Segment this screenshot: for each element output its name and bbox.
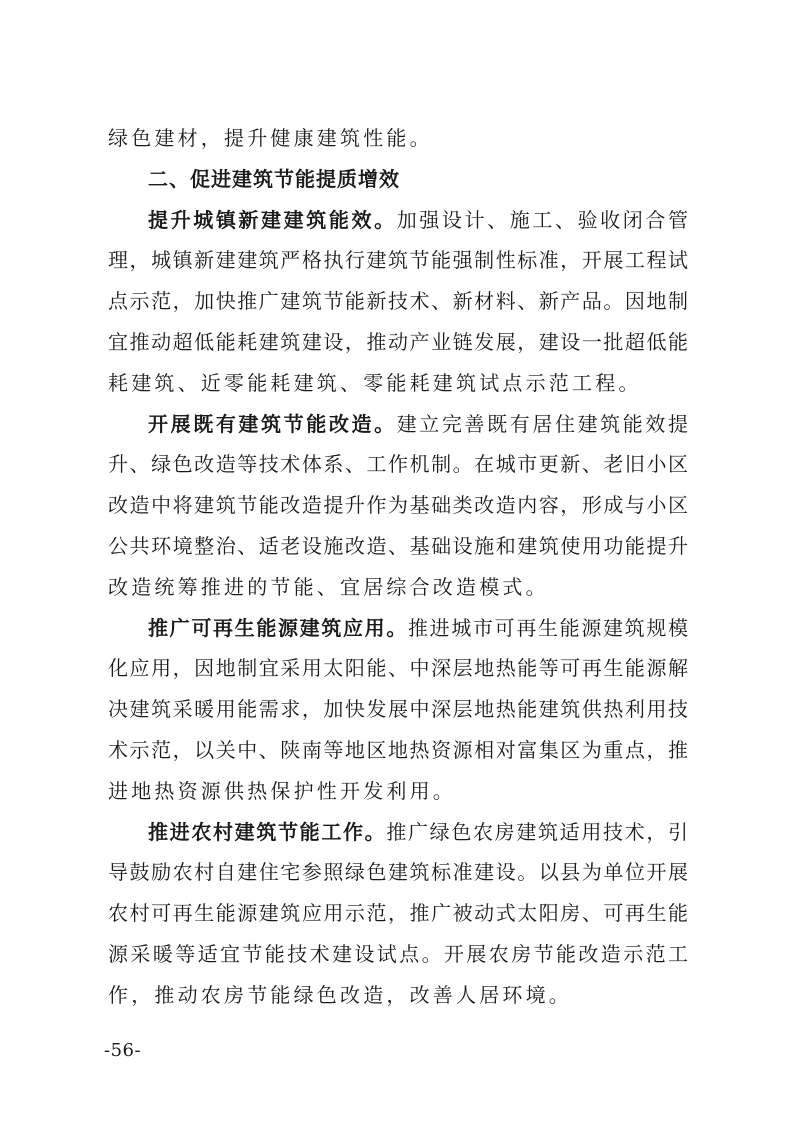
- paragraph-lead: 提升城镇新建建筑能效。: [148, 207, 397, 232]
- text-line: 决建筑采暖用能需求，加快发展中深层地热能建筑供热利用技: [108, 697, 688, 722]
- text-line: 农村可再生能源建筑应用示范，推广被动式太阳房、可再生能: [108, 901, 688, 926]
- paragraph-first-line: [108, 404, 688, 445]
- paragraph-first-line: [108, 812, 688, 853]
- text-line: 宜推动超低能耗建筑建设，推动产业链发展，建设一批超低能: [108, 329, 688, 354]
- text-line: 理，城镇新建建筑严格执行建筑节能强制性标准，开展工程试: [108, 248, 688, 273]
- text-line: 耗建筑、近零能耗建筑、零能耗建筑试点示范工程。: [108, 370, 642, 395]
- text-line: 化应用，因地制宜采用太阳能、中深层地热能等可再生能源解: [108, 656, 688, 681]
- text-line: 源采暖等适宜节能技术建设试点。开展农房节能改造示范工: [108, 941, 688, 966]
- text-line: 改造统筹推进的节能、宜居综合改造模式。: [108, 574, 549, 599]
- section-heading: 二、促进建筑节能提质增效: [148, 166, 400, 191]
- text-line: 改造中将建筑节能改造提升作为基础类改造内容，形成与小区: [108, 493, 688, 518]
- page-number: -56-: [104, 1040, 142, 1061]
- paragraph-lead: 推广可再生能源建筑应用。: [148, 615, 408, 640]
- text-line: 绿色建材，提升健康建筑性能。: [108, 126, 433, 150]
- paragraph-first-line: [108, 608, 688, 649]
- text-line: 升、绿色改造等技术体系、工作机制。在城市更新、老旧小区: [108, 452, 688, 477]
- text-line: 导鼓励农村自建住宅参照绿色建筑标准建设。以县为单位开展: [108, 860, 688, 885]
- paragraph-text: 加强设计、施工、验收闭合管: [396, 207, 689, 232]
- text-line: 公共环境整治、适老设施改造、基础设施和建筑使用功能提升: [108, 533, 688, 558]
- paragraph-text: 建立完善既有居住建筑能效提: [396, 411, 689, 436]
- text-line: 进地热资源供热保护性开发利用。: [108, 778, 456, 803]
- paragraph-lead: 开展既有建筑节能改造。: [148, 411, 397, 436]
- paragraph-lead: 推进农村建筑节能工作。: [148, 819, 387, 844]
- paragraph-text: 推广绿色农房建筑适用技术，引: [386, 819, 689, 844]
- text-line: 术示范，以关中、陕南等地区地热资源相对富集区为重点，推: [108, 737, 688, 762]
- document-body: [108, 118, 688, 1016]
- paragraph-text: 推进城市可再生能源建筑规模: [408, 615, 688, 640]
- paragraph-first-line: [108, 200, 688, 241]
- text-line: 作，推动农房节能绿色改造，改善人居环境。: [108, 982, 572, 1007]
- text-line: 点示范，加快推广建筑节能新技术、新材料、新产品。因地制: [108, 289, 688, 314]
